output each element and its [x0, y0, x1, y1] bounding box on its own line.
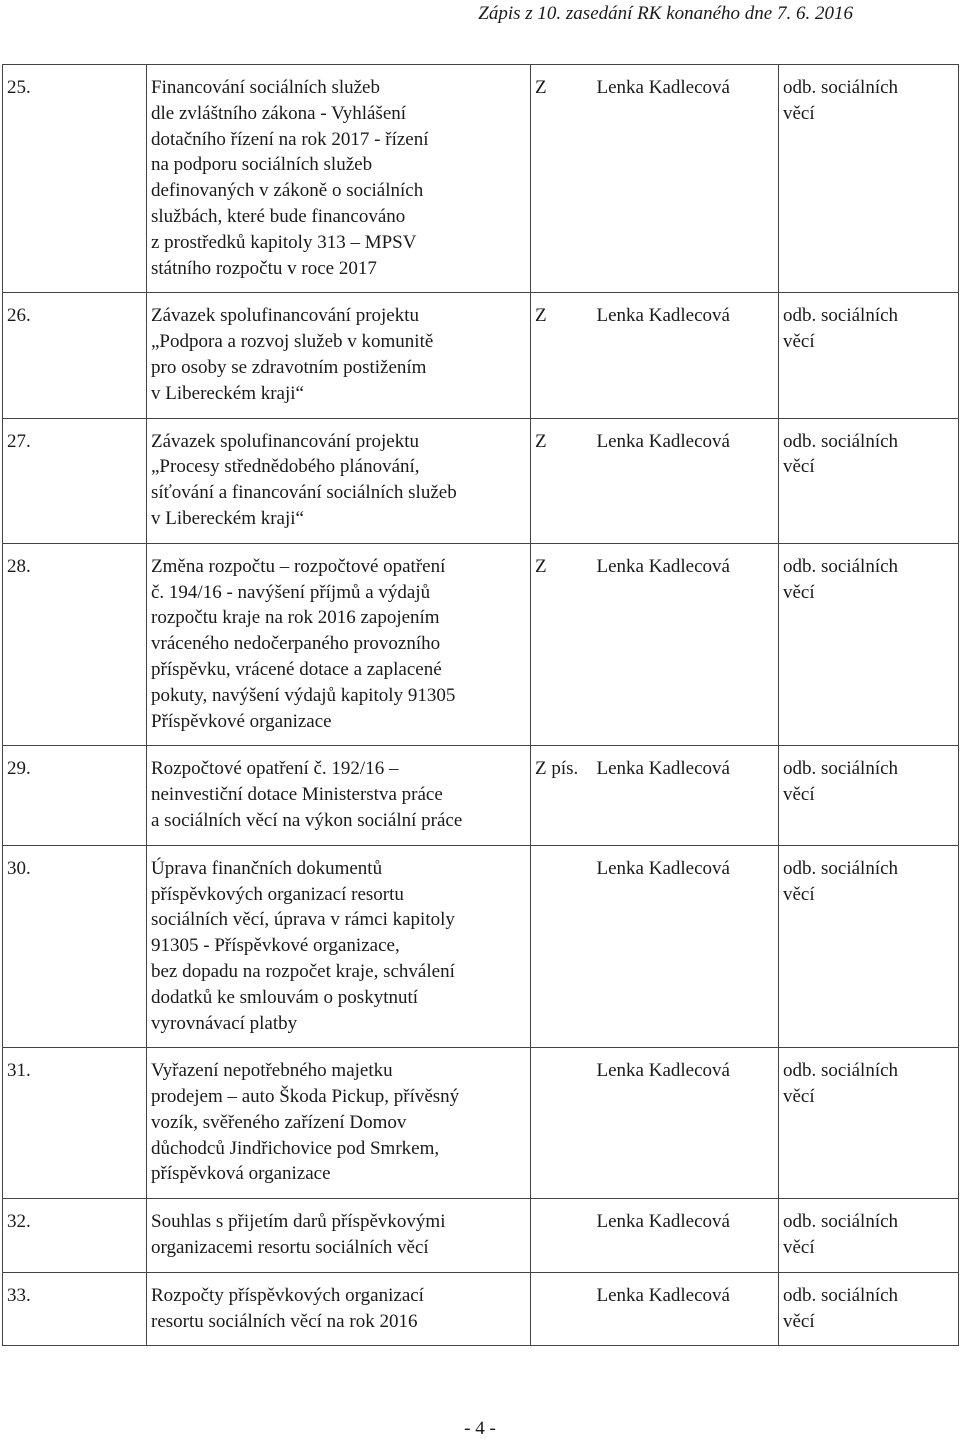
item-title-line: resortu sociálních věcí na rok 2016 [151, 1310, 418, 1332]
item-title-line: neinvestiční dotace Ministerstva práce [151, 784, 443, 806]
item-title-line: dotačního řízení na rok 2017 - řízení [151, 128, 429, 150]
table-row [3, 293, 959, 418]
item-title [147, 746, 531, 845]
table-row [3, 746, 959, 845]
item-department [779, 293, 959, 418]
item-title-line: Rozpočty příspěvkových organizací [151, 1284, 424, 1306]
item-title [147, 418, 531, 543]
item-kind: Z [531, 418, 593, 543]
item-number: 31. [3, 1048, 147, 1199]
item-title [147, 1199, 531, 1273]
item-title-line: příspěvková organizace [151, 1163, 331, 1185]
item-title-line: Financování sociálních služeb [151, 77, 380, 98]
item-kind [531, 1199, 593, 1273]
item-kind: Z [531, 543, 593, 746]
item-number: 28. [3, 543, 147, 746]
item-title-line: vozík, svěřeného zařízení Domov [151, 1111, 407, 1133]
item-title-line: sociálních věcí, úprava v rámci kapitoly [151, 909, 455, 931]
table-row [3, 1199, 959, 1273]
item-presenter: Lenka Kadlecová [593, 1199, 779, 1273]
table-row [3, 845, 959, 1048]
item-number: 26. [3, 293, 147, 418]
item-kind: Z [531, 65, 593, 293]
item-title [147, 845, 531, 1048]
item-title [147, 65, 531, 293]
item-number: 27. [3, 418, 147, 543]
item-title [147, 1272, 531, 1346]
item-title-line: vráceného nedočerpaného provozního [151, 633, 441, 655]
item-title [147, 543, 531, 746]
item-department-line: odb. sociálních [783, 430, 899, 452]
item-kind: Z pís. [531, 746, 593, 845]
item-presenter: Lenka Kadlecová [593, 746, 779, 845]
item-title-line: Úprava finančních dokumentů [151, 857, 383, 879]
item-department-line: odb. sociálních [783, 1060, 899, 1082]
item-title-line: z prostředků kapitoly 313 – MPSV [151, 231, 417, 253]
item-number: 30. [3, 845, 147, 1048]
item-kind [531, 1272, 593, 1346]
item-presenter: Lenka Kadlecová [593, 418, 779, 543]
item-title-line: příspěvkových organizací resortu [151, 883, 404, 905]
item-title-line: pokuty, navýšení výdajů kapitoly 91305 [151, 684, 456, 706]
item-department [779, 1048, 959, 1199]
item-kind [531, 1048, 593, 1199]
page-header: Zápis z 10. zasedání RK konaného dne 7. 6. 2016 [478, 3, 853, 24]
item-title-line: dle zvláštního zákona - Vyhlášení [151, 102, 407, 124]
item-title-line: bez dopadu na rozpočet kraje, schválení [151, 960, 455, 982]
item-department-line: věcí [783, 331, 815, 353]
item-department-line: odb. sociálních [783, 857, 899, 879]
item-title-line: důchodců Jindřichovice pod Smrkem, [151, 1137, 440, 1159]
item-title [147, 293, 531, 418]
item-department-line: odb. sociálních [783, 555, 899, 577]
item-department-line: odb. sociálních [783, 758, 899, 780]
item-title [147, 1048, 531, 1199]
item-title-line: Závazek spolufinancování projektu [151, 430, 420, 452]
item-title-line: rozpočtu kraje na rok 2016 zapojením [151, 607, 440, 629]
item-department [779, 418, 959, 543]
item-department-line: odb. sociálních [783, 77, 899, 98]
item-department-line: věcí [783, 581, 815, 603]
item-department-line: věcí [783, 784, 815, 806]
item-department [779, 845, 959, 1048]
item-title-line: Změna rozpočtu – rozpočtové opatření [151, 555, 446, 577]
item-presenter: Lenka Kadlecová [593, 1272, 779, 1346]
item-title-line: službách, které bude financováno [151, 205, 406, 227]
item-title-line: síťování a financování sociálních služeb [151, 482, 457, 504]
table-row [3, 1272, 959, 1346]
item-title-line: 91305 - Příspěvkové organizace, [151, 935, 400, 957]
agenda-table [2, 64, 959, 1346]
item-department-line: věcí [783, 1237, 815, 1259]
agenda-table-body [3, 65, 959, 1346]
item-title-line: organizacemi resortu sociálních věcí [151, 1237, 429, 1259]
item-presenter: Lenka Kadlecová [593, 845, 779, 1048]
item-department-line: věcí [783, 456, 815, 478]
item-number: 29. [3, 746, 147, 845]
item-title-line: Závazek spolufinancování projektu [151, 305, 420, 327]
item-number: 33. [3, 1272, 147, 1346]
item-title-line: v Libereckém kraji“ [151, 507, 304, 529]
table-row [3, 65, 959, 293]
item-department-line: věcí [783, 1086, 815, 1108]
item-title-line: vyrovnávací platby [151, 1012, 298, 1034]
item-title-line: na podporu sociálních služeb [151, 154, 373, 176]
item-title-line: Souhlas s přijetím darů příspěvkovými [151, 1211, 446, 1233]
item-department [779, 1199, 959, 1273]
item-department-line: odb. sociálních [783, 1211, 899, 1233]
item-title-line: příspěvku, vrácené dotace a zaplacené [151, 658, 442, 680]
item-presenter: Lenka Kadlecová [593, 543, 779, 746]
item-title-line: Příspěvkové organizace [151, 710, 332, 732]
item-title-line: definovaných v zákoně o sociálních [151, 180, 424, 202]
item-department-line: odb. sociálních [783, 305, 899, 327]
item-kind: Z [531, 293, 593, 418]
item-department [779, 65, 959, 293]
item-department [779, 1272, 959, 1346]
item-department-line: věcí [783, 1310, 815, 1332]
item-title-line: a sociálních věcí na výkon sociální práce [151, 809, 463, 831]
item-number: 32. [3, 1199, 147, 1273]
item-title-line: č. 194/16 - navýšení příjmů a výdajů [151, 581, 431, 603]
table-row [3, 1048, 959, 1199]
item-presenter: Lenka Kadlecová [593, 65, 779, 293]
item-number: 25. [3, 65, 147, 293]
item-title-line: Vyřazení nepotřebného majetku [151, 1060, 393, 1082]
item-kind [531, 845, 593, 1048]
item-title-line: prodejem – auto Škoda Pickup, přívěsný [151, 1086, 460, 1108]
item-department [779, 543, 959, 746]
item-presenter: Lenka Kadlecová [593, 1048, 779, 1199]
item-title-line: „Procesy střednědobého plánování, [151, 456, 420, 478]
table-row [3, 418, 959, 543]
item-department-line: věcí [783, 102, 815, 124]
item-presenter: Lenka Kadlecová [593, 293, 779, 418]
item-department-line: věcí [783, 883, 815, 905]
item-title-line: v Libereckém kraji“ [151, 382, 304, 404]
item-title-line: státního rozpočtu v roce 2017 [151, 257, 377, 279]
table-row [3, 543, 959, 746]
item-department-line: odb. sociálních [783, 1284, 899, 1306]
item-title-line: pro osoby se zdravotním postižením [151, 356, 427, 378]
page-number: - 4 - [464, 1418, 496, 1439]
item-department [779, 746, 959, 845]
item-title-line: dodatků ke smlouvám o poskytnutí [151, 986, 419, 1008]
item-title-line: Rozpočtové opatření č. 192/16 – [151, 758, 399, 780]
item-title-line: „Podpora a rozvoj služeb v komunitě [151, 331, 434, 353]
